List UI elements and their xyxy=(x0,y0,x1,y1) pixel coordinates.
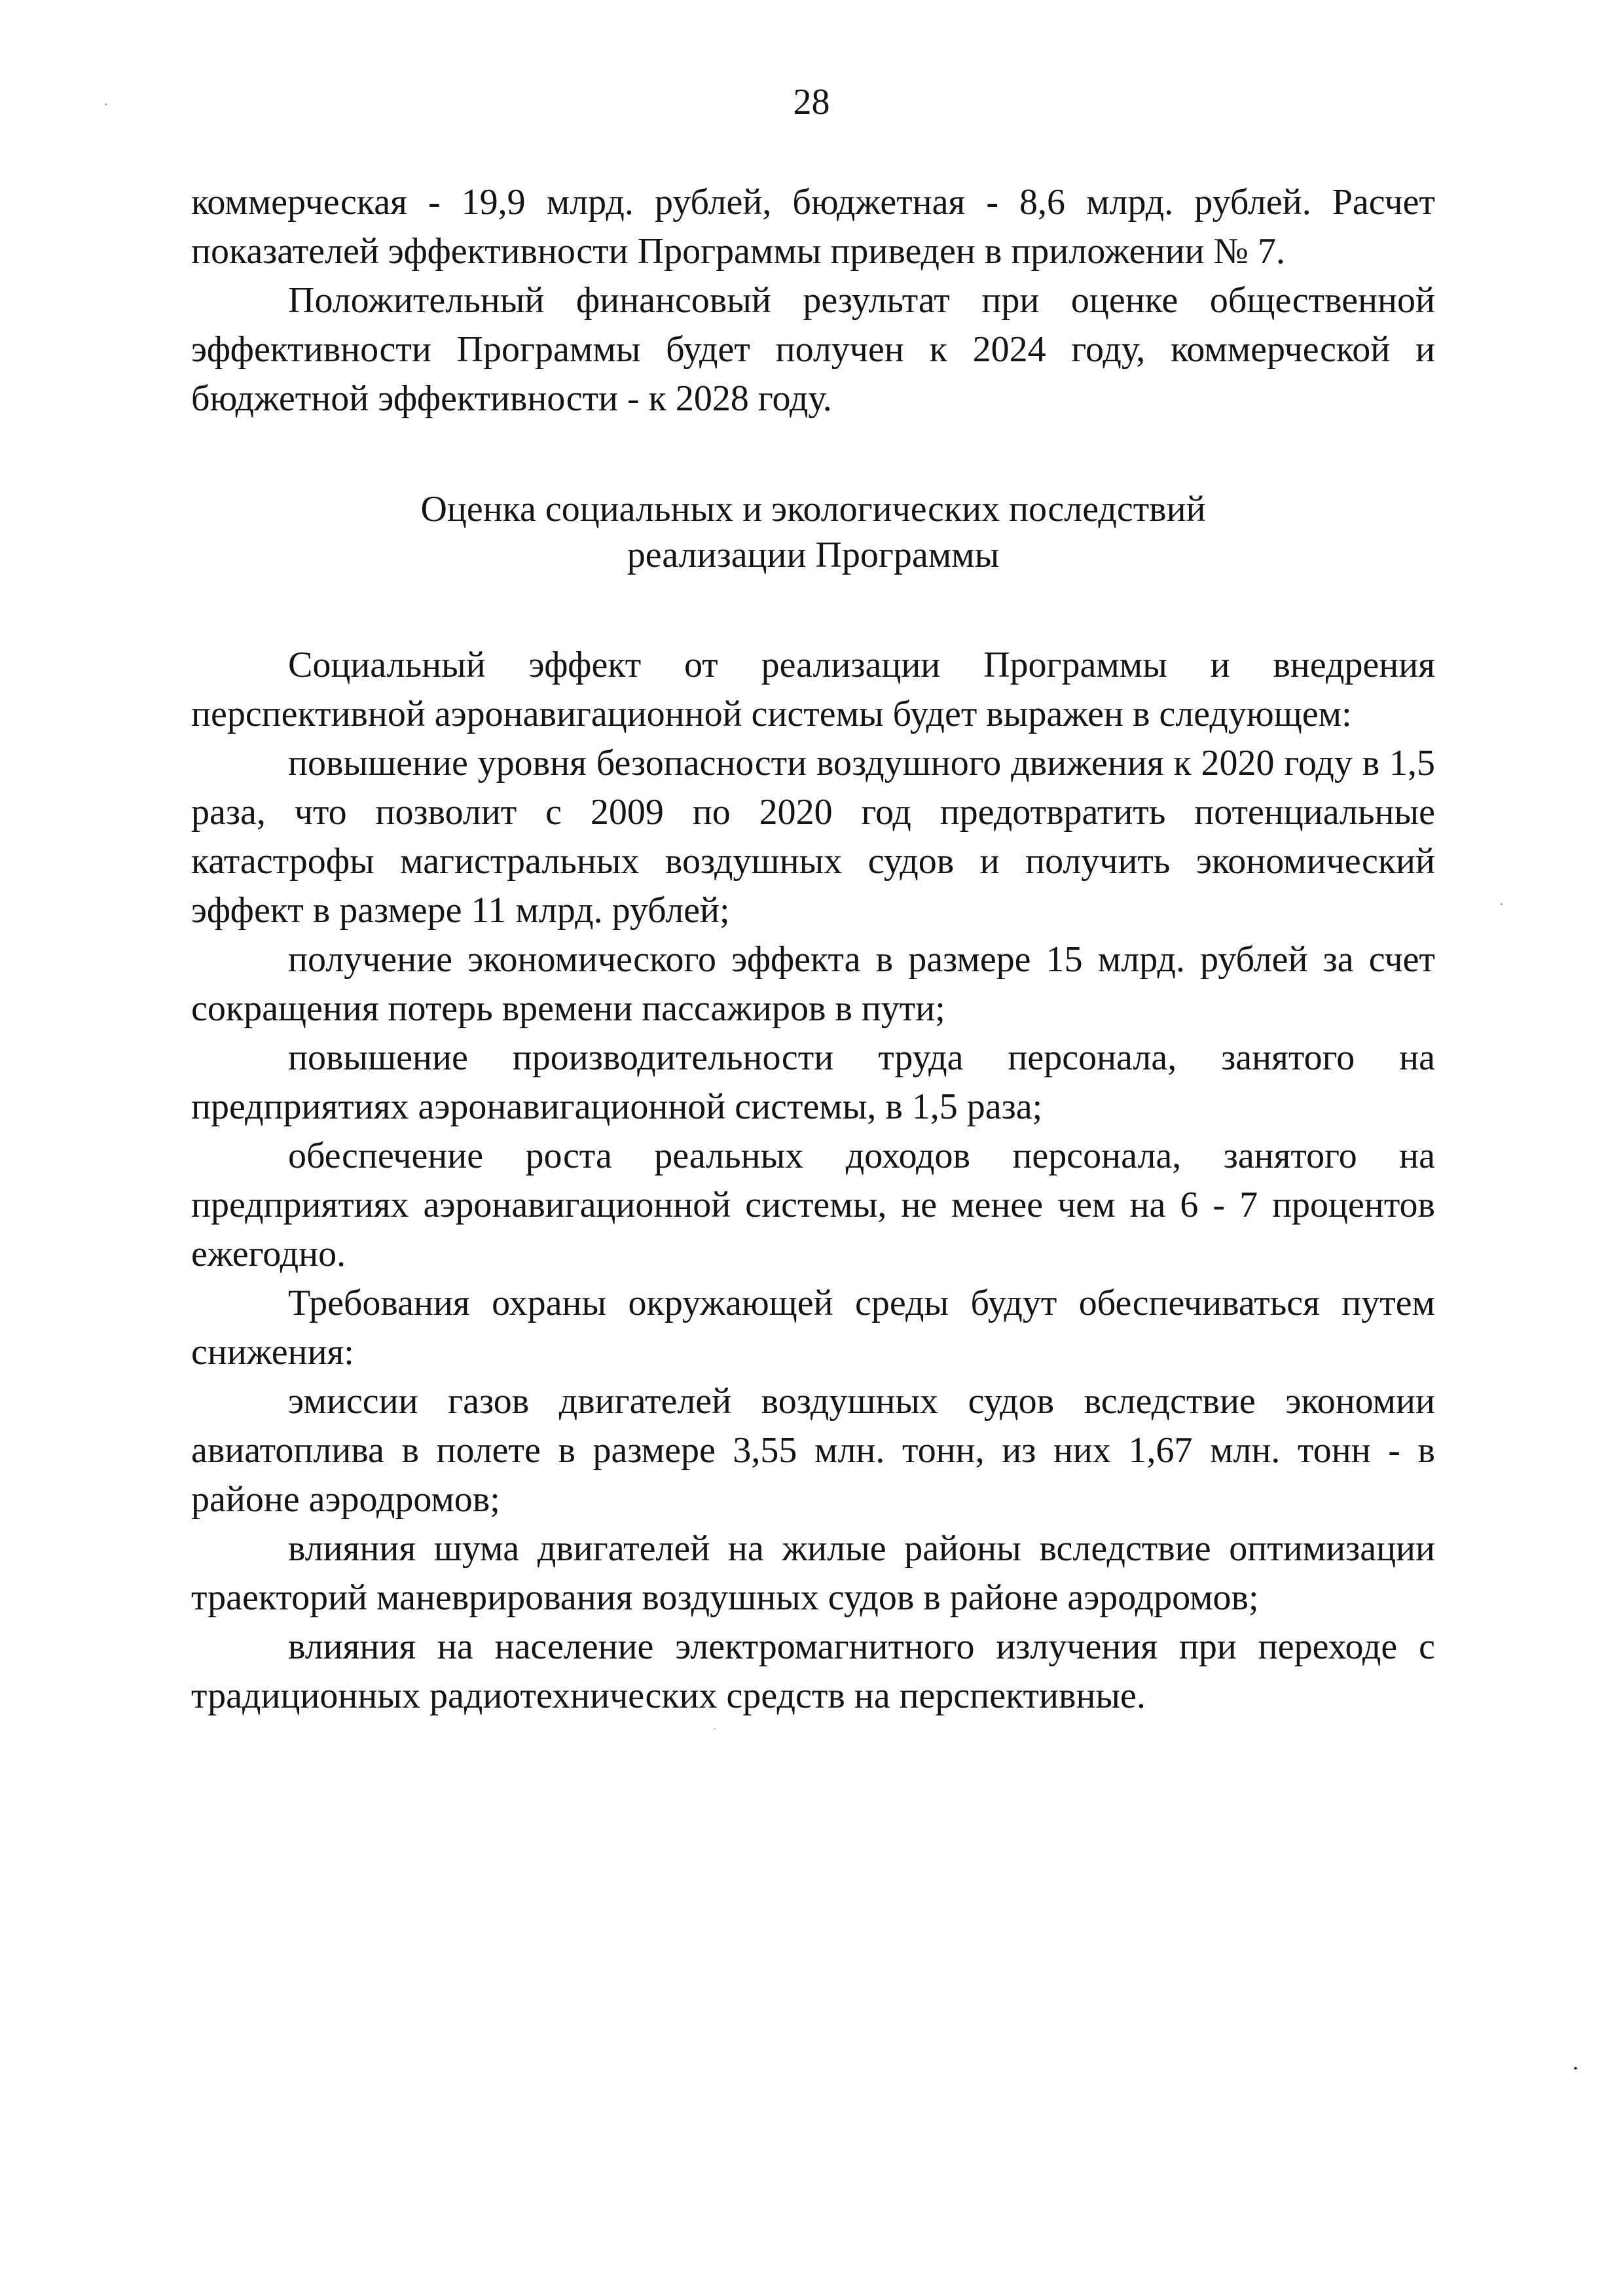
paragraph-continuation: коммерческая - 19,9 млрд. рублей, бюджетная - 8,6 млрд. рублей. Расчет показателей эффективности Программы приведен в приложении № 7. xyxy=(191,182,1435,272)
paragraph-social-effect-intro: Социальный эффект от реализации Программы и внедрения перспективной аэронавигационной системы будет выражен в следующем: xyxy=(191,645,1435,734)
scan-speck xyxy=(714,1728,715,1729)
section-heading-line-1: Оценка социальных и экологических последствий xyxy=(420,489,1206,529)
paragraph-radiation: влияния на население электромагнитного излучения при переходе с традиционных радиотехнических средств на перспективные. xyxy=(191,1626,1435,1716)
section-heading xyxy=(191,486,1435,578)
paragraph-environment-intro: Требования охраны окружающей среды будут обеспечиваться путем снижения: xyxy=(191,1283,1435,1372)
paragraph-productivity: повышение производительности труда персонала, занятого на предприятиях аэронавигационной системы, в 1,5 раза; xyxy=(191,1037,1435,1127)
paragraph-income-growth: обеспечение роста реальных доходов персонала, занятого на предприятиях аэронавигационной системы, не менее чем на 6 - 7 процентов ежегодно. xyxy=(191,1136,1435,1274)
section-heading-line-2: реализации Программы xyxy=(627,535,1000,575)
paragraph-emissions: эмиссии газов двигателей воздушных судов вследствие экономии авиатоплива в полете в размере 3,55 млн. тонн, из них 1,67 млн. тонн - в районе аэродромов; xyxy=(191,1381,1435,1520)
page-number: 28 xyxy=(793,82,830,122)
paragraph-economic-effect: получение экономического эффекта в размере 15 млрд. рублей за счет сокращения потерь времени пассажиров в пути; xyxy=(191,939,1435,1029)
scan-speck xyxy=(1574,2067,1577,2070)
scan-speck xyxy=(1501,903,1503,905)
paragraph-financial-result: Положительный финансовый результат при оценке общественной эффективности Программы будет получен к 2024 году, коммерческой и бюджетной эффективности - к 2028 году. xyxy=(191,280,1435,419)
paragraph-noise: влияния шума двигателей на жилые районы вследствие оптимизации траекторий маневрирования воздушных судов в районе аэродромов; xyxy=(191,1528,1435,1618)
scan-speck xyxy=(105,103,107,105)
document-body xyxy=(191,178,1435,1721)
paragraph-safety-increase: повышение уровня безопасности воздушного движения к 2020 году в 1,5 раза, что позволит с 2009 по 2020 год предотвратить потенциальные катастрофы магистральных воздушных судов и получить экономический эффект в размере 11 млрд. рублей; xyxy=(191,743,1435,931)
